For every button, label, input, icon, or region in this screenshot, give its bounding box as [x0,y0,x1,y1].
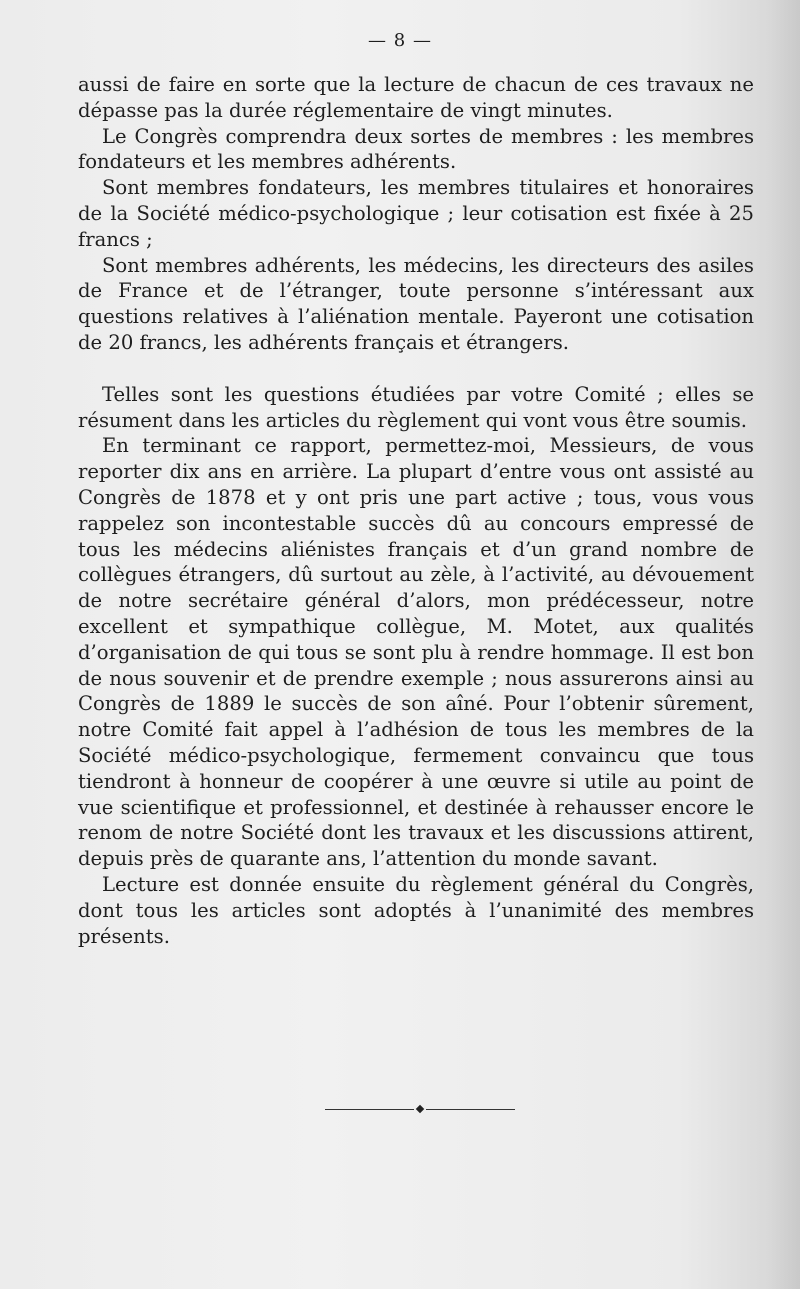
paragraph-continuation: aussi de faire en sorte que la lecture de chacun de ces travaux ne dépasse pas la durée réglementaire de vingt minutes. [78,73,754,122]
ornament-rule-right [426,1109,515,1110]
end-ornament [325,1106,515,1112]
diamond-icon [416,1105,424,1113]
paragraph-reading-regulation: Lecture est donnée ensuite du règlement général du Congrès, dont tous les articles sont adoptés à l’unanimité des membres présents. [78,872,754,948]
paragraph-founding-members: Sont membres fondateurs, les membres titulaires et honoraires de la Société médico-psychologique ; leur cotisation est fixée à 25 francs ; [78,176,754,251]
body-text [78,72,754,949]
paragraph-membership-types: Le Congrès comprendra deux sortes de membres : les membres fondateurs et les membres adhérents. [78,124,754,174]
ornament-rule-left [325,1109,414,1110]
paragraph-closing-report: En terminant ce rapport, permettez-moi, Messieurs, de vous reporter dix ans en arrière. La plupart d’entre vous ont assisté au Congrès de 1878 et y ont pris une part active ; tous, vous vous rappelez son incontestable succès dû au concours empressé de tous les médecins aliénistes français et d’un grand nombre de collègues étrangers, dû surtout au zèle, à l’activité, au dévouement de notre secrétaire général d’alors, mon prédécesseur, notre excellent et sympathique collègue, M. Motet, aux qualités d’organisation de qui tous se sont plu à rendre hommage. Il est bon de nous souvenir et de prendre exemple ; nous assurerons ainsi au Congrès de 1889 le succès de son aîné. Pour l’obtenir sûrement, notre Comité fait appel à l’adhésion de tous les membres de la Société médico-psychologique, fermement convaincu que tous tiendront à honneur de coopérer à une œuvre si utile au point de vue scientifique et professionnel, et destinée à rehausser encore le renom de notre Société dont les travaux et les discussions attirent, depuis près de quarante ans, l’attention du monde savant. [78,434,754,871]
paragraph-questions-summary: Telles sont les questions étudiées par votre Comité ; elles se résument dans les articles du règlement qui vont vous être soumis. [78,382,754,432]
page-number: — 8 — [368,30,432,51]
paragraph-adherent-members: Sont membres adhérents, les médecins, les directeurs des asiles de France et de l’étranger, toute personne s’intéressant aux questions relatives à l’aliénation mentale. Payeront une cotisation de 20 francs, les adhérents français et étrangers. [78,253,754,354]
